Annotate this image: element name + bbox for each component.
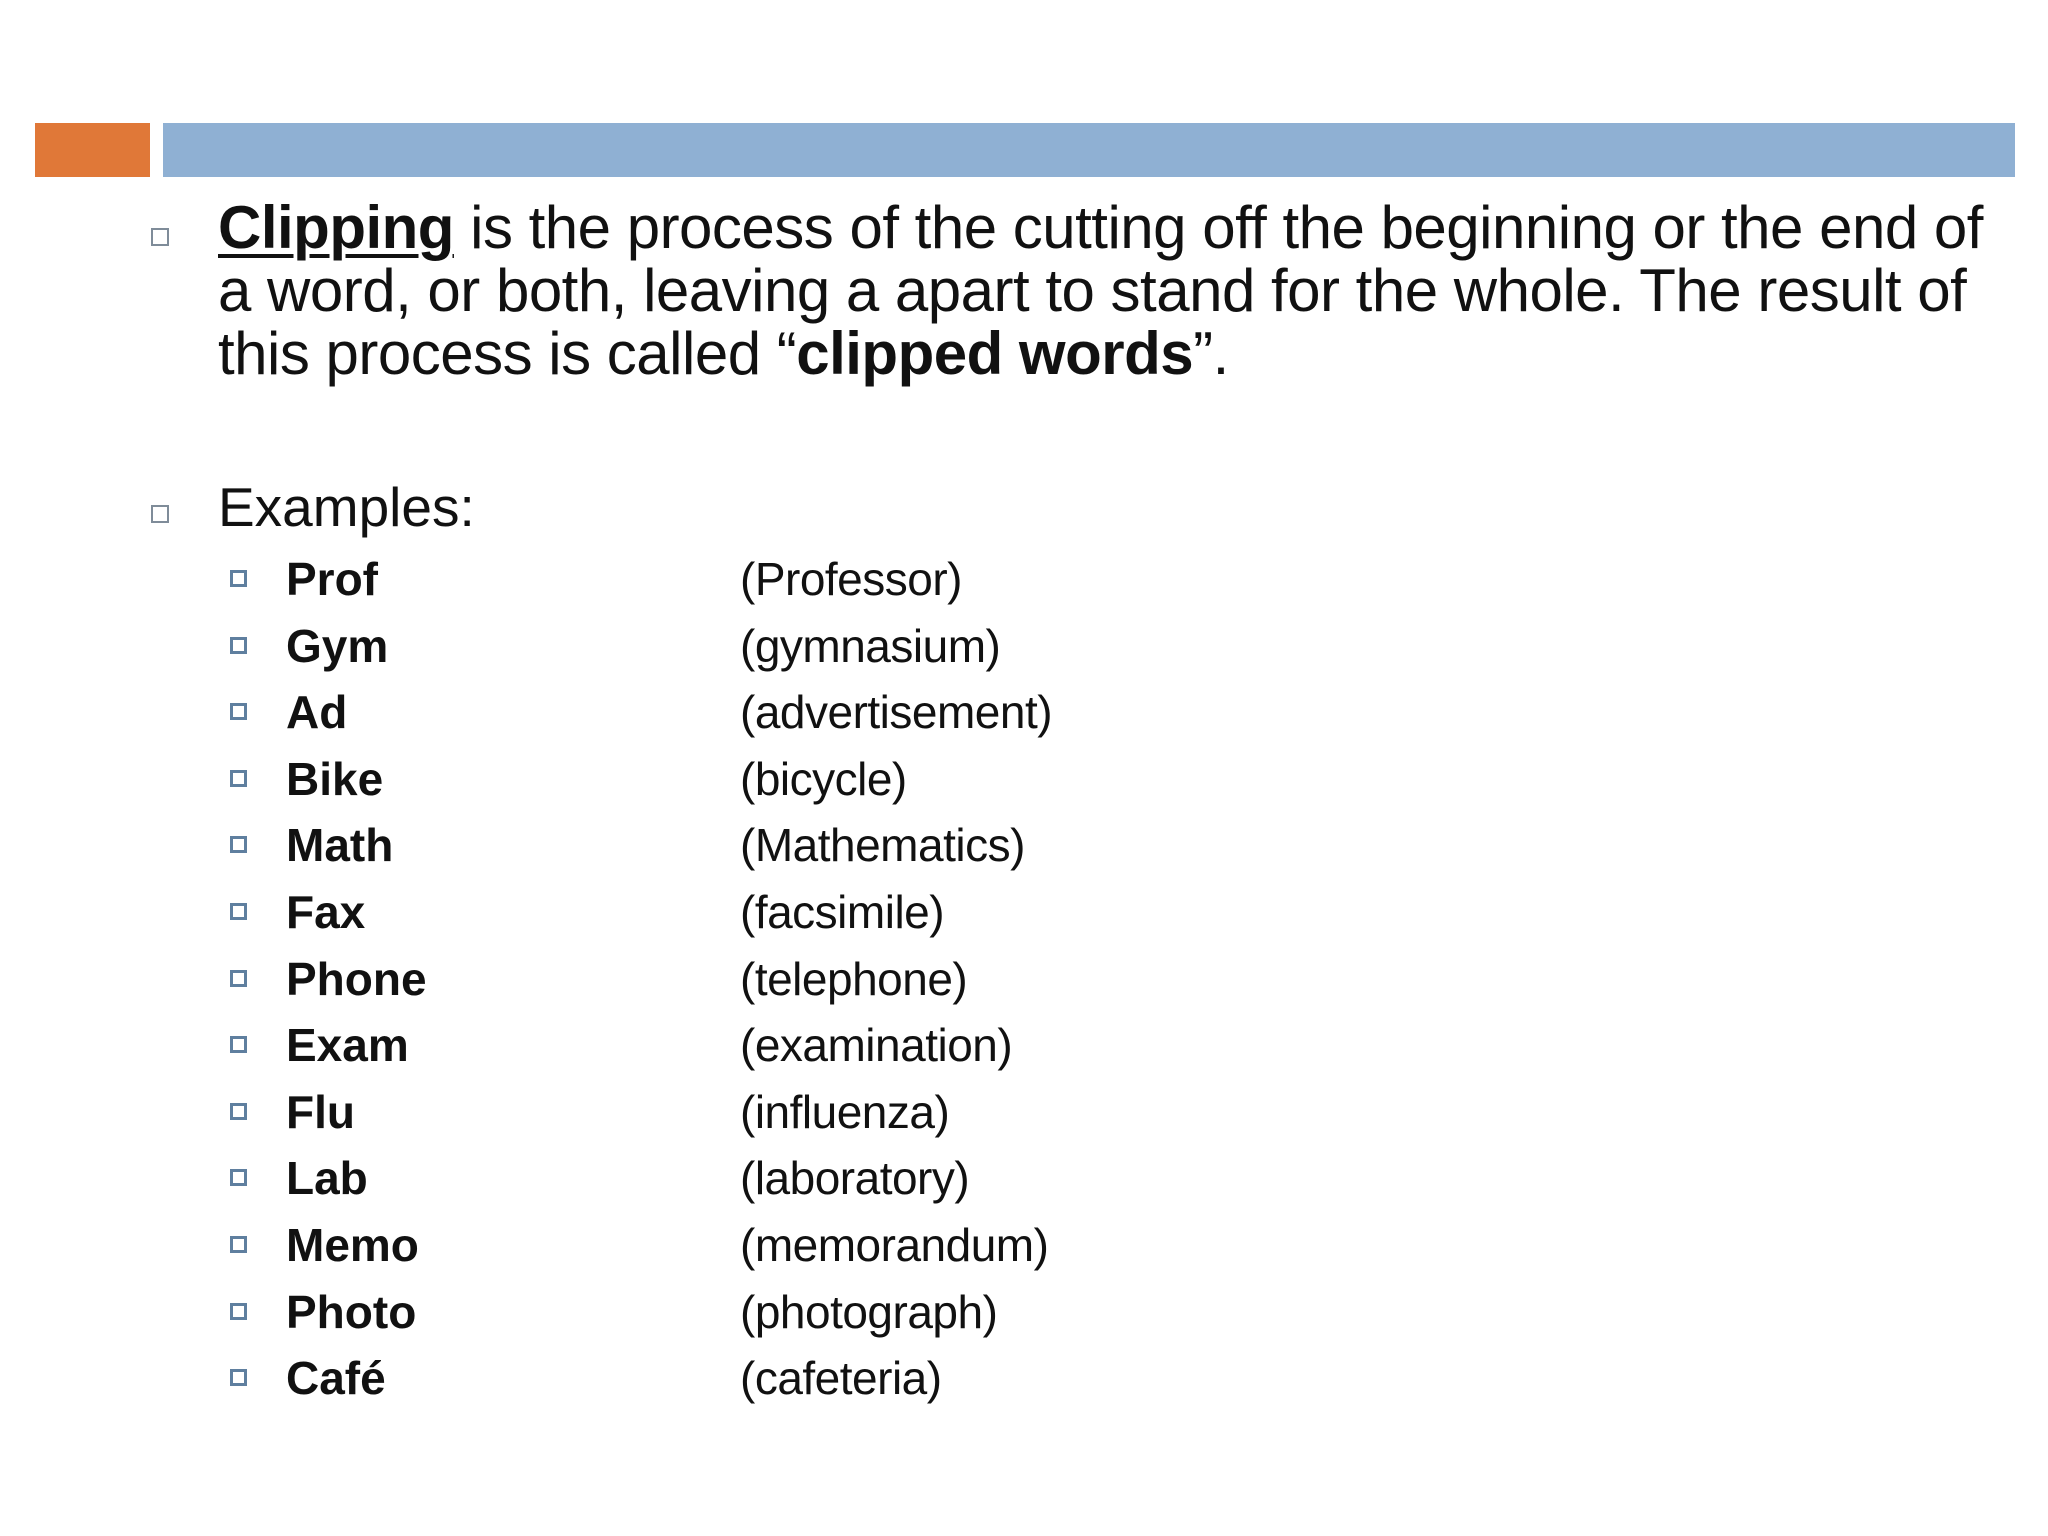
clipped-word: Bike bbox=[286, 752, 384, 805]
example-row bbox=[0, 546, 1100, 612]
clipped-word: Memo bbox=[286, 1219, 419, 1271]
definition-text: is the process of the cutting off the beginning or the end of a word, or both, leaving a apart to stand for the whole. The result of this process is called “ bbox=[218, 194, 1983, 387]
header-accent-bar bbox=[35, 123, 150, 177]
clipped-word: Exam bbox=[286, 1019, 409, 1072]
full-word: (Professor) bbox=[740, 553, 962, 605]
clipped-word: Phone bbox=[286, 952, 427, 1005]
definition-term: Clipping bbox=[218, 194, 454, 261]
clipped-word: Gym bbox=[286, 619, 389, 672]
full-word: (facsimile) bbox=[740, 886, 945, 938]
clipped-word: Ad bbox=[286, 686, 348, 739]
definition-paragraph bbox=[218, 196, 2008, 385]
clipped-word: Café bbox=[286, 1352, 386, 1405]
clipped-word: Prof bbox=[286, 553, 378, 605]
full-word: (laboratory) bbox=[740, 1152, 970, 1205]
full-word: (Mathematics) bbox=[740, 819, 1025, 872]
example-row bbox=[0, 1345, 1100, 1411]
clipped-word: Fax bbox=[286, 886, 366, 938]
example-row bbox=[0, 1212, 1100, 1278]
hollow-square-icon bbox=[151, 505, 169, 523]
hollow-square-icon bbox=[230, 1036, 247, 1053]
hollow-square-icon bbox=[230, 903, 247, 920]
hollow-square-icon bbox=[230, 1236, 247, 1253]
clipped-word: Photo bbox=[286, 1285, 417, 1338]
example-row bbox=[0, 1012, 1100, 1078]
hollow-square-icon bbox=[230, 836, 247, 853]
hollow-square-icon bbox=[230, 1369, 247, 1386]
hollow-square-icon bbox=[230, 637, 247, 654]
example-row bbox=[0, 1145, 1100, 1211]
full-word: (cafeteria) bbox=[740, 1352, 942, 1405]
full-word: (memorandum) bbox=[740, 1219, 1049, 1271]
definition-text-end: ”. bbox=[1193, 320, 1229, 387]
examples-label: Examples: bbox=[218, 476, 475, 538]
hollow-square-icon bbox=[230, 770, 247, 787]
example-row bbox=[0, 879, 1100, 945]
hollow-square-icon bbox=[230, 1103, 247, 1120]
full-word: (bicycle) bbox=[740, 752, 907, 805]
example-row bbox=[0, 679, 1100, 745]
full-word: (advertisement) bbox=[740, 686, 1053, 739]
full-word: (examination) bbox=[740, 1019, 1013, 1072]
full-word: (telephone) bbox=[740, 952, 968, 1005]
hollow-square-icon bbox=[230, 970, 247, 987]
example-row bbox=[0, 613, 1100, 679]
clipped-word: Flu bbox=[286, 1085, 355, 1138]
example-row bbox=[0, 946, 1100, 1012]
hollow-square-icon bbox=[151, 228, 169, 246]
definition-bold-phrase: clipped words bbox=[796, 320, 1194, 387]
clipped-word: Lab bbox=[286, 1152, 368, 1205]
full-word: (photograph) bbox=[740, 1285, 998, 1338]
header-title-bar bbox=[163, 123, 2015, 177]
full-word: (influenza) bbox=[740, 1085, 950, 1138]
hollow-square-icon bbox=[230, 570, 247, 587]
hollow-square-icon bbox=[230, 1169, 247, 1186]
example-row bbox=[0, 746, 1100, 812]
hollow-square-icon bbox=[230, 703, 247, 720]
example-row bbox=[0, 1079, 1100, 1145]
example-row bbox=[0, 812, 1100, 878]
full-word: (gymnasium) bbox=[740, 619, 1001, 672]
example-row bbox=[0, 1279, 1100, 1345]
hollow-square-icon bbox=[230, 1303, 247, 1320]
clipped-word: Math bbox=[286, 819, 394, 872]
